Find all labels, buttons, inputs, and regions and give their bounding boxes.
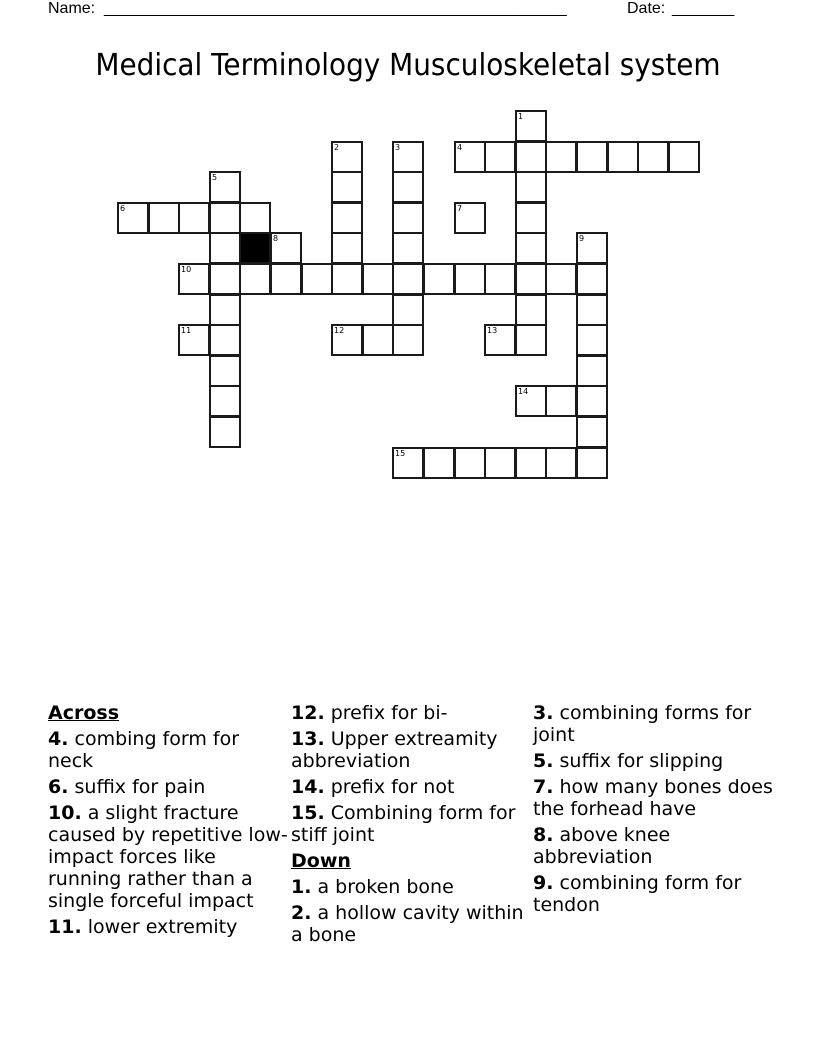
clue-number: 2. [291, 902, 312, 924]
clue-down-3 [533, 702, 773, 746]
grid-cell[interactable] [576, 355, 608, 387]
clue-across-6 [48, 776, 288, 798]
grid-cell[interactable] [362, 263, 394, 295]
cell-number: 5 [212, 173, 218, 182]
clue-text: how many bones does the forhead have [533, 776, 773, 820]
clue-number: 5. [533, 750, 554, 772]
cell-number: 3 [395, 143, 401, 152]
grid-cell[interactable] [515, 171, 547, 203]
cell-number: 13 [487, 326, 498, 335]
grid-cell[interactable] [392, 202, 424, 234]
grid-cell[interactable] [209, 324, 241, 356]
clue-number: 14. [291, 776, 325, 798]
date-label: Date: [627, 0, 666, 17]
grid-cell[interactable] [209, 294, 241, 326]
grid-cell[interactable] [209, 355, 241, 387]
clues-column-2 [291, 702, 531, 950]
clue-down-2 [291, 902, 531, 946]
black-cell [239, 232, 271, 264]
clue-text: lower extremity [87, 916, 238, 938]
grid-cell[interactable] [576, 324, 608, 356]
across-heading: Across [48, 702, 120, 724]
clues-column-3 [533, 702, 773, 920]
grid-cell[interactable] [515, 202, 547, 234]
clue-down-1 [291, 876, 531, 898]
grid-cell[interactable] [484, 263, 516, 295]
grid-cell[interactable] [484, 141, 516, 173]
grid-cell[interactable] [209, 171, 241, 203]
grid-cell[interactable] [239, 202, 271, 234]
grid-cell[interactable] [515, 447, 547, 479]
grid-cell[interactable] [270, 263, 302, 295]
grid-cell[interactable] [423, 447, 455, 479]
clue-text: prefix for bi- [330, 702, 448, 724]
grid-cell[interactable] [576, 447, 608, 479]
name-label: Name: [48, 0, 96, 17]
grid-cell[interactable] [423, 263, 455, 295]
clue-number: 10. [48, 802, 82, 824]
grid-cell[interactable] [637, 141, 669, 173]
clue-down-7 [533, 776, 773, 820]
grid-cell[interactable] [545, 141, 577, 173]
grid-cell[interactable] [148, 202, 180, 234]
clue-number: 12. [291, 702, 325, 724]
cell-number: 1 [518, 112, 524, 121]
clue-number: 4. [48, 728, 69, 750]
grid-cell[interactable] [454, 447, 486, 479]
clue-number: 11. [48, 916, 82, 938]
clue-number: 13. [291, 728, 325, 750]
cell-number: 8 [273, 234, 279, 243]
clue-text: a hollow cavity within a bone [291, 902, 524, 946]
grid-cell[interactable] [178, 324, 210, 356]
grid-cell[interactable] [668, 141, 700, 173]
grid-cell[interactable] [484, 324, 516, 356]
clue-down-8 [533, 824, 773, 868]
grid-cell[interactable] [117, 202, 149, 234]
grid-cell[interactable] [515, 294, 547, 326]
clue-number: 6. [48, 776, 69, 798]
grid-cell[interactable] [392, 294, 424, 326]
clue-text: combining form for tendon [533, 872, 742, 916]
grid-cell[interactable] [454, 202, 486, 234]
clue-number: 7. [533, 776, 554, 798]
cell-number: 6 [120, 204, 126, 213]
clue-text: combing form for neck [48, 728, 240, 772]
cell-number: 9 [579, 234, 585, 243]
clue-number: 15. [291, 802, 325, 824]
grid-cell[interactable] [515, 324, 547, 356]
clue-text: suffix for pain [74, 776, 206, 798]
grid-cell[interactable] [576, 141, 608, 173]
down-heading: Down [291, 850, 351, 872]
grid-cell[interactable] [515, 141, 547, 173]
grid-cell[interactable] [576, 294, 608, 326]
cell-number: 7 [457, 204, 463, 213]
crossword-grid [0, 0, 816, 520]
clue-across-12 [291, 702, 531, 724]
grid-cell[interactable] [515, 110, 547, 142]
grid-cell[interactable] [545, 263, 577, 295]
grid-cell[interactable] [576, 263, 608, 295]
clue-text: Combining form for stiff joint [291, 802, 516, 846]
clue-across-13 [291, 728, 531, 772]
clue-text: a broken bone [317, 876, 454, 898]
grid-cell[interactable] [392, 447, 424, 479]
clue-text: a slight fracture caused by repetitive low-impact forces like running rather than a single forceful impact [48, 802, 288, 912]
clue-across-14 [291, 776, 531, 798]
clue-across-4 [48, 728, 288, 772]
clue-down-9 [533, 872, 773, 916]
cell-number: 11 [181, 326, 192, 335]
clue-across-11 [48, 916, 288, 938]
grid-cell[interactable] [209, 416, 241, 448]
clue-text: combining forms for joint [533, 702, 752, 746]
date-field[interactable]: _______ [672, 0, 735, 17]
cell-number: 2 [334, 143, 340, 152]
grid-cell[interactable] [301, 263, 333, 295]
clue-number: 9. [533, 872, 554, 894]
grid-cell[interactable] [454, 263, 486, 295]
cell-number: 15 [395, 449, 406, 458]
grid-cell[interactable] [484, 447, 516, 479]
grid-cell[interactable] [576, 232, 608, 264]
grid-cell[interactable] [515, 263, 547, 295]
grid-cell[interactable] [209, 263, 241, 295]
grid-cell[interactable] [576, 416, 608, 448]
clue-number: 1. [291, 876, 312, 898]
grid-cell[interactable] [392, 232, 424, 264]
grid-cell[interactable] [178, 263, 210, 295]
grid-cell[interactable] [331, 324, 363, 356]
clue-number: 8. [533, 824, 554, 846]
clues-column-1 [48, 702, 288, 942]
cell-number: 14 [518, 387, 529, 396]
grid-cell[interactable] [392, 263, 424, 295]
cell-number: 4 [457, 143, 463, 152]
clue-across-10 [48, 802, 288, 912]
grid-cell[interactable] [545, 447, 577, 479]
clue-text: Upper extreamity abbreviation [291, 728, 498, 772]
page-title: Medical Terminology Musculoskeletal system [95, 48, 721, 83]
grid-cell[interactable] [209, 232, 241, 264]
name-field[interactable]: ____________________________________________________ [104, 0, 567, 17]
grid-cell[interactable] [270, 232, 302, 264]
grid-cell[interactable] [239, 263, 271, 295]
clue-across-15 [291, 802, 531, 846]
grid-cell[interactable] [209, 385, 241, 417]
grid-cell[interactable] [178, 202, 210, 234]
grid-cell[interactable] [331, 171, 363, 203]
grid-cell[interactable] [331, 202, 363, 234]
grid-cell[interactable] [607, 141, 639, 173]
grid-cell[interactable] [454, 141, 486, 173]
grid-cell[interactable] [331, 141, 363, 173]
grid-cell[interactable] [392, 324, 424, 356]
grid-cell[interactable] [515, 385, 547, 417]
grid-cell[interactable] [392, 171, 424, 203]
clue-number: 3. [533, 702, 554, 724]
clue-text: above knee abbreviation [533, 824, 671, 868]
grid-cell[interactable] [209, 202, 241, 234]
grid-cell[interactable] [392, 141, 424, 173]
clue-down-5 [533, 750, 773, 772]
clue-text: suffix for slipping [559, 750, 724, 772]
grid-cell[interactable] [515, 232, 547, 264]
grid-cell[interactable] [331, 232, 363, 264]
cell-number: 12 [334, 326, 345, 335]
clue-text: prefix for not [330, 776, 455, 798]
grid-cell[interactable] [331, 263, 363, 295]
grid-cell[interactable] [362, 324, 394, 356]
cell-number: 10 [181, 265, 192, 274]
grid-cell[interactable] [576, 385, 608, 417]
grid-cell[interactable] [545, 385, 577, 417]
